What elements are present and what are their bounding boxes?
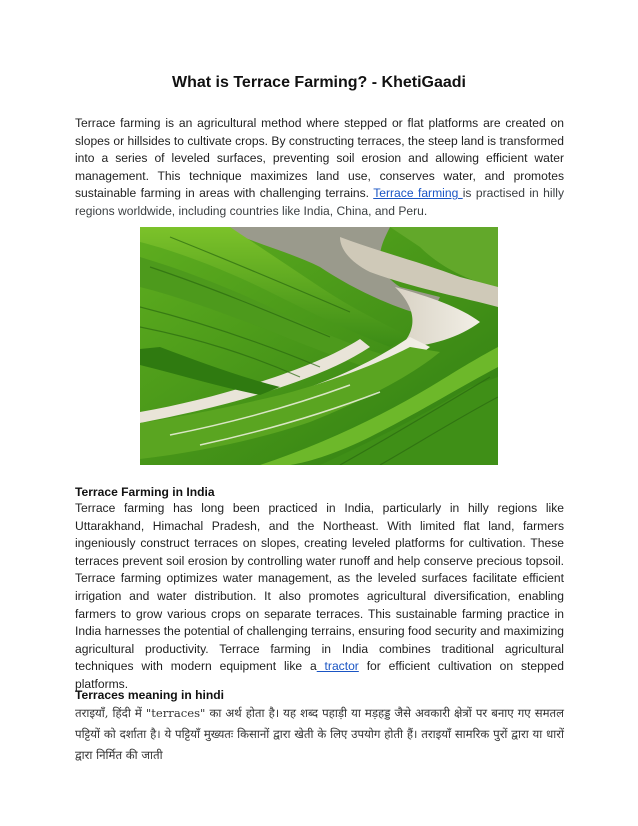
intro-text-after-link: is practised in hilly regions worldwide, including countries like India, China, and Peru.: [75, 186, 565, 218]
section-heading-hindi: Terraces meaning in hindi: [75, 688, 224, 702]
section-heading-india: Terrace Farming in India: [75, 485, 215, 499]
terraced-fields-photo: [140, 227, 498, 465]
india-text: Terrace farming has long been practiced in India, particularly in hilly regions like Uttarakhand, Himachal Pradesh, and the Northeast. With limited flat land, farmers ingeniously construct terraces on slopes, creating leveled platforms for cultivation. These terraces prevent soil erosion by controlling water runoff and help conserve precious topsoil. Terrace farming optimizes water management, as the leveled surfaces facilitate efficient irrigation and water distribution. It also promotes agricultural diversification, enabling farmers to grow various crops on separate terraces. This sustainable farming practice in India harnesses the potential of challenging terrains, ensuring food security and maximizing agricultural productivity. Terrace farming in India combines traditional agricultural techniques with modern equipment like a: [75, 501, 564, 674]
tractor-link[interactable]: tractor: [316, 659, 359, 674]
intro-text: Terrace farming is an agricultural method where stepped or flat platforms are created on slopes or hillsides to cultivate crops. By constructing terraces, the steep land is transformed into a series of leveled surfaces, preventing soil erosion and allowing efficient water management. This technique maximizes land use, conserves water, and promotes sustainable farming in areas with challenging terrains.: [75, 116, 564, 201]
terrace-farming-link[interactable]: Terrace farming: [373, 186, 463, 201]
hindi-paragraph: तराइयाँ, हिंदी में "terraces" का अर्थ होता है। यह शब्द पहाड़ी या मड़हड्ड जैसे अवकारी क्षेत्रों पर बनाए गए समतल पट्टियों को दर्शाता है। ये पट्टियाँ मुख्यतः किसानों द्वारा खेती के लिए उपयोग होती हैं। तराइयाँ सामरिक पुरों द्वारा या धारों द्वारा निर्मित की जाती: [75, 706, 564, 762]
india-paragraph: [75, 500, 564, 694]
intro-paragraph: [75, 115, 564, 221]
india-text-after-link: for efficient cultivation on stepped platforms.: [75, 659, 564, 691]
page-title: What is Terrace Farming? - KhetiGaadi: [172, 74, 466, 91]
